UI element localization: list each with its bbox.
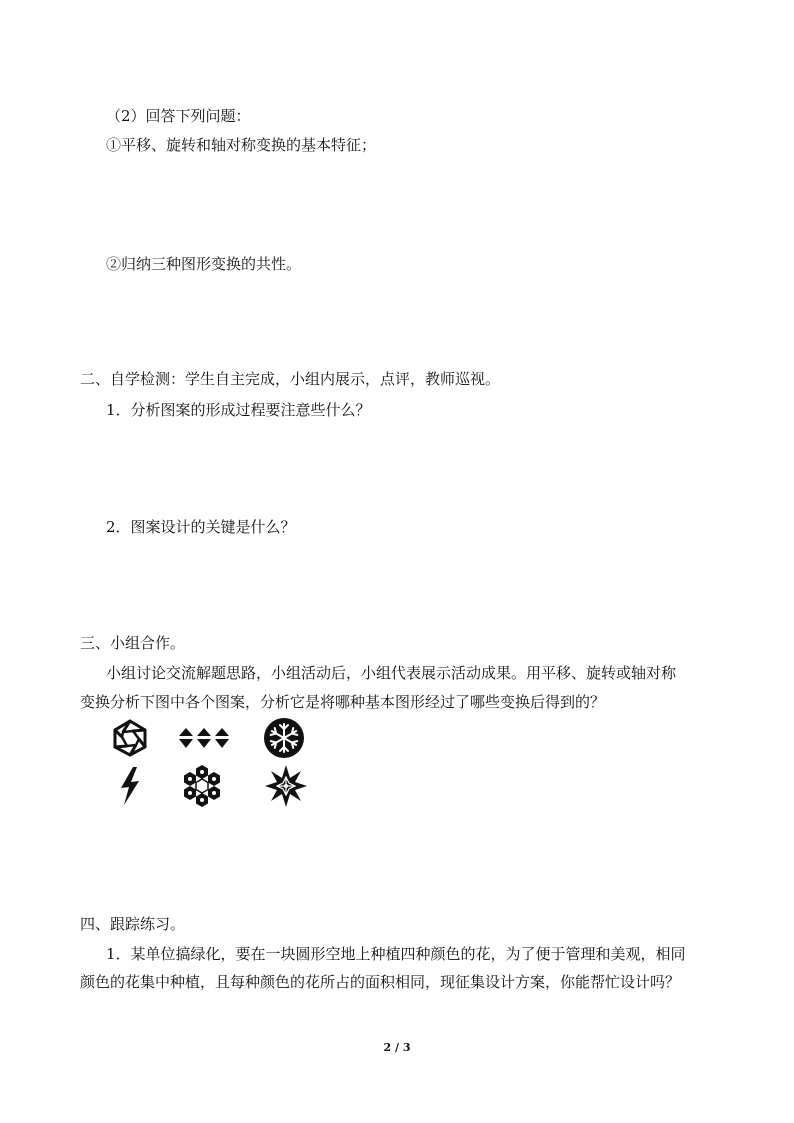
section2-heading: 二、自学检测：学生自主完成，小组内展示，点评，教师巡视。 xyxy=(80,370,501,388)
section4-heading: 四、跟踪练习。 xyxy=(80,915,186,933)
section4-question-1-line-1: 1．某单位搞绿化，要在一块圆形空地上种植四种颜色的花，为了便于管理和美观，相同 xyxy=(106,945,686,963)
section4-question-1-line-2: 颜色的花集中种植，且每种颜色的花所占的面积相同，现征集设计方案，你能帮忙设计吗？ xyxy=(80,973,681,991)
diamonds-row-icon xyxy=(178,726,230,750)
q2-item-2: ②归纳三种图形变换的共性。 xyxy=(106,255,302,273)
circle-snowflake-icon xyxy=(262,716,306,760)
section3-paragraph-line-1: 小组讨论交流解题思路，小组活动后，小组代表展示活动成果。用平移、旋转或轴对称 xyxy=(106,664,677,682)
page-number: 2 / 3 xyxy=(383,1041,411,1054)
section2-question-2: 2．图案设计的关键是什么？ xyxy=(106,518,296,536)
hexagon-swirl-icon xyxy=(110,718,150,758)
q2-heading: （2）回答下列问题： xyxy=(106,107,251,125)
star-burst-icon xyxy=(264,764,308,808)
hexagon-flower-icon xyxy=(179,764,225,808)
section2-question-1: 1．分析图案的形成过程要注意些什么？ xyxy=(106,401,371,419)
section3-heading: 三、小组合作。 xyxy=(80,634,186,652)
pattern-figures xyxy=(104,716,324,816)
lightning-bolt-icon xyxy=(118,766,142,806)
q2-item-1: ①平移、旋转和轴对称变换的基本特征； xyxy=(106,136,377,154)
section3-paragraph-line-2: 变换分析下图中各个图案，分析它是将哪种基本图形经过了哪些变换后得到的？ xyxy=(80,693,606,711)
